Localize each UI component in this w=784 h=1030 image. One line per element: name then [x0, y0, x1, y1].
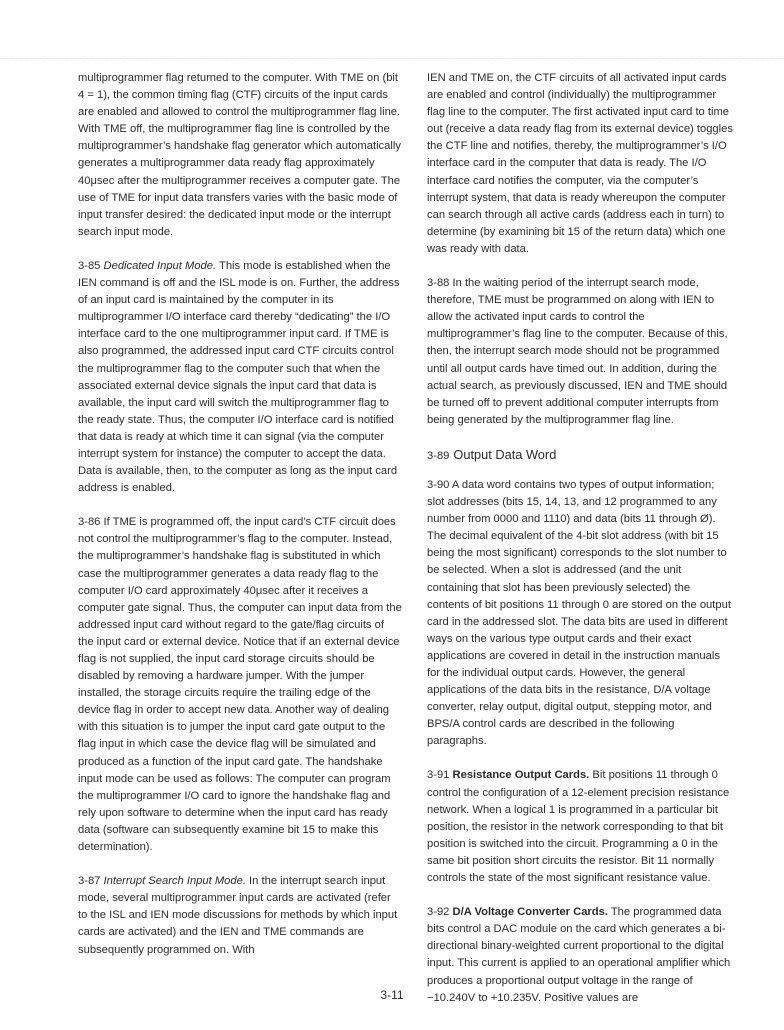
paragraph-number: 3-86 — [78, 516, 101, 529]
paragraph-3-85 — [78, 258, 402, 497]
scan-border — [0, 58, 784, 59]
paragraph-number: 3-90 — [427, 478, 450, 491]
section-heading — [427, 446, 733, 465]
paragraph-number: 3-87 — [78, 875, 101, 888]
paragraph-3-86 — [78, 514, 402, 856]
paragraph-body: In the interrupt search input mode, several multiprogrammer input cards are activated (refer to the ISL and IEN mode discussions for methods by which input cards are activated) and the IEN and TME commands are subsequently programmed on. With — [78, 875, 398, 956]
paragraph-3-91 — [427, 767, 733, 887]
left-column — [78, 70, 402, 976]
paragraph-body: In the waiting period of the interrupt search mode, therefore, TME must be programmed on along with IEN to allow the activated input cards to control the multiprogrammer’s flag line to the computer. Because of this, then, the interrupt search mode should not be programmed until all output cards have timed out. In addition, during the actual search, as previously discussed, IEN and TME should be turned off to prevent additional computer interrupts from being generated by the multiprogrammer flag line. — [427, 277, 728, 426]
paragraph-body: This mode is established when the IEN command is off and the ISL mode is on. Further, the address of an input card is maintained by the computer in its multiprogrammer I/O interface card thereby “dedicating” the I/O interface card to the one multiprogrammer input card. If TME is also programmed, the addressed input card CTF circuits control the multiprogrammer flag to the computer such that when the associated external device signals the input card that data is available, the input card will switch the multiprogrammer flag to the ready state. Thus, the computer I/O interface card is notified that data is ready at which time it can signal (via the computer interrupt system for instance) the computer to accept the data. Data is available, then, to the computer as long as the input card address is enabled. — [78, 259, 400, 495]
paragraph-continued: multiprogrammer flag returned to the computer. With TME on (bit 4 = 1), the common timing flag (CTF) circuits of the input cards are enabled and allowed to control the multiprogrammer flag line. With TME off, the multiprogrammer flag line is controlled by the multiprogrammer’s handshake flag generator which automatically generates a multiprogrammer data ready flag approximately 40μsec after the multiprogrammer receives a computer gate. The use of TME for input data transfers varies with the basic mode of input transfer desired: the dedicated input mode or the interrupt search input mode. — [78, 72, 401, 238]
paragraph-3-88 — [427, 275, 733, 429]
paragraph-number: 3-85 — [78, 259, 101, 272]
page-number: 3-11 — [380, 988, 404, 1002]
paragraph-body: Bit positions 11 through 0 control the configuration of a 12-element precision resistance network. When a logical 1 is programmed in a particular bit position, the resistor in the network corresponding to that bit position is switched into the circuit. Programming a 0 in the same bit position short circuits the resistor. Bit 11 normally controls the state of the most significant resistance value. — [427, 769, 730, 885]
paragraph-number: 3-91 — [427, 769, 450, 782]
paragraph-heading: Dedicated Input Mode. — [103, 259, 217, 272]
paragraph-heading: D/A Voltage Converter Cards. — [452, 906, 608, 919]
right-column — [427, 70, 733, 1024]
paragraph-heading: Resistance Output Cards. — [452, 769, 590, 782]
paragraph-heading: Interrupt Search Input Mode. — [103, 875, 246, 888]
paragraph-3-90 — [427, 477, 733, 751]
paragraph-3-87 — [78, 873, 402, 958]
paragraph-body: If TME is programmed off, the input card’s CTF circuit does not control the multiprogrammer’s flag to the computer. Instead, the multiprogrammer’s handshake flag is substituted in which case the multiprogrammer generates a data ready flag to the computer I/O card approximately 40μsec after it receives a computer gate signal. Thus, the computer can input data from the addressed input card without regard to the gate/flag circuits of the input card or external device. Notice that if an external device flag is not supplied, the input card storage circuits should be disabled by removing a hardware jumper. With the jumper installed, the storage circuits require the trailing edge of the device flag in order to accept new data. Another way of dealing with this situation is to jumper the input card gate output to the flag input in which case the device flag will be simulated and produced as a function of the input card gate. The handshake input mode can be used as follows: The computer can program the multiprogrammer I/O card to ignore the handshake flag and rely upon software to determine when the input card has ready data (software can subsequently examine bit 15 to make this determination). — [78, 516, 402, 854]
paragraph-number: 3-92 — [427, 906, 450, 919]
section-number: 3-89 — [427, 449, 450, 462]
paragraph-number: 3-88 — [427, 277, 450, 290]
paragraph-continued: IEN and TME on, the CTF circuits of all activated input cards are enabled and control (individually) the multiprogrammer flag line to the computer. The first activated input card to time out (receive a data ready flag from its external device) toggles the CTF line and notifies, thereby, the multiprogrammer’s I/O interface card in the computer that data is ready. The I/O interface card notifies the computer, via the computer’s interrupt system, that data is ready whereupon the computer can search through all active cards (address each in turn) to determine (by examining bit 15 of the return data) which one was ready with data. — [427, 72, 733, 255]
paragraph-body: A data word contains two types of output information; slot addresses (bits 15, 14, 13, and 12 programmed to any number from 0000 and 1110) and data (bits 11 through Ø). The decimal equivalent of the 4-bit slot address (with bit 15 being the most significant) corresponds to the slot number to be selected. When a slot is addressed (and the unit containing that slot has been previously selected) the contents of bit positions 11 through 0 are stored on the output card in the addressed slot. The data bits are used in different ways on the various type output cards and their exact applications are covered in detail in the instruction manuals for the individual output cards. However, the general applications of the data bits in the resistance, D/A voltage converter, relay output, digital output, stepping motor, and BPS/A control cards are described in the following paragraphs. — [427, 478, 731, 748]
section-title: Output Data Word — [453, 446, 557, 462]
paragraph-body: The programmed data bits control a DAC module on the card which generates a bi-directional binary-weighted current proportional to the digital input. This current is applied to an operational amplifier which produces a proportional output voltage in the range of −10.240V to +10.235V. Positive values are — [427, 906, 731, 1004]
